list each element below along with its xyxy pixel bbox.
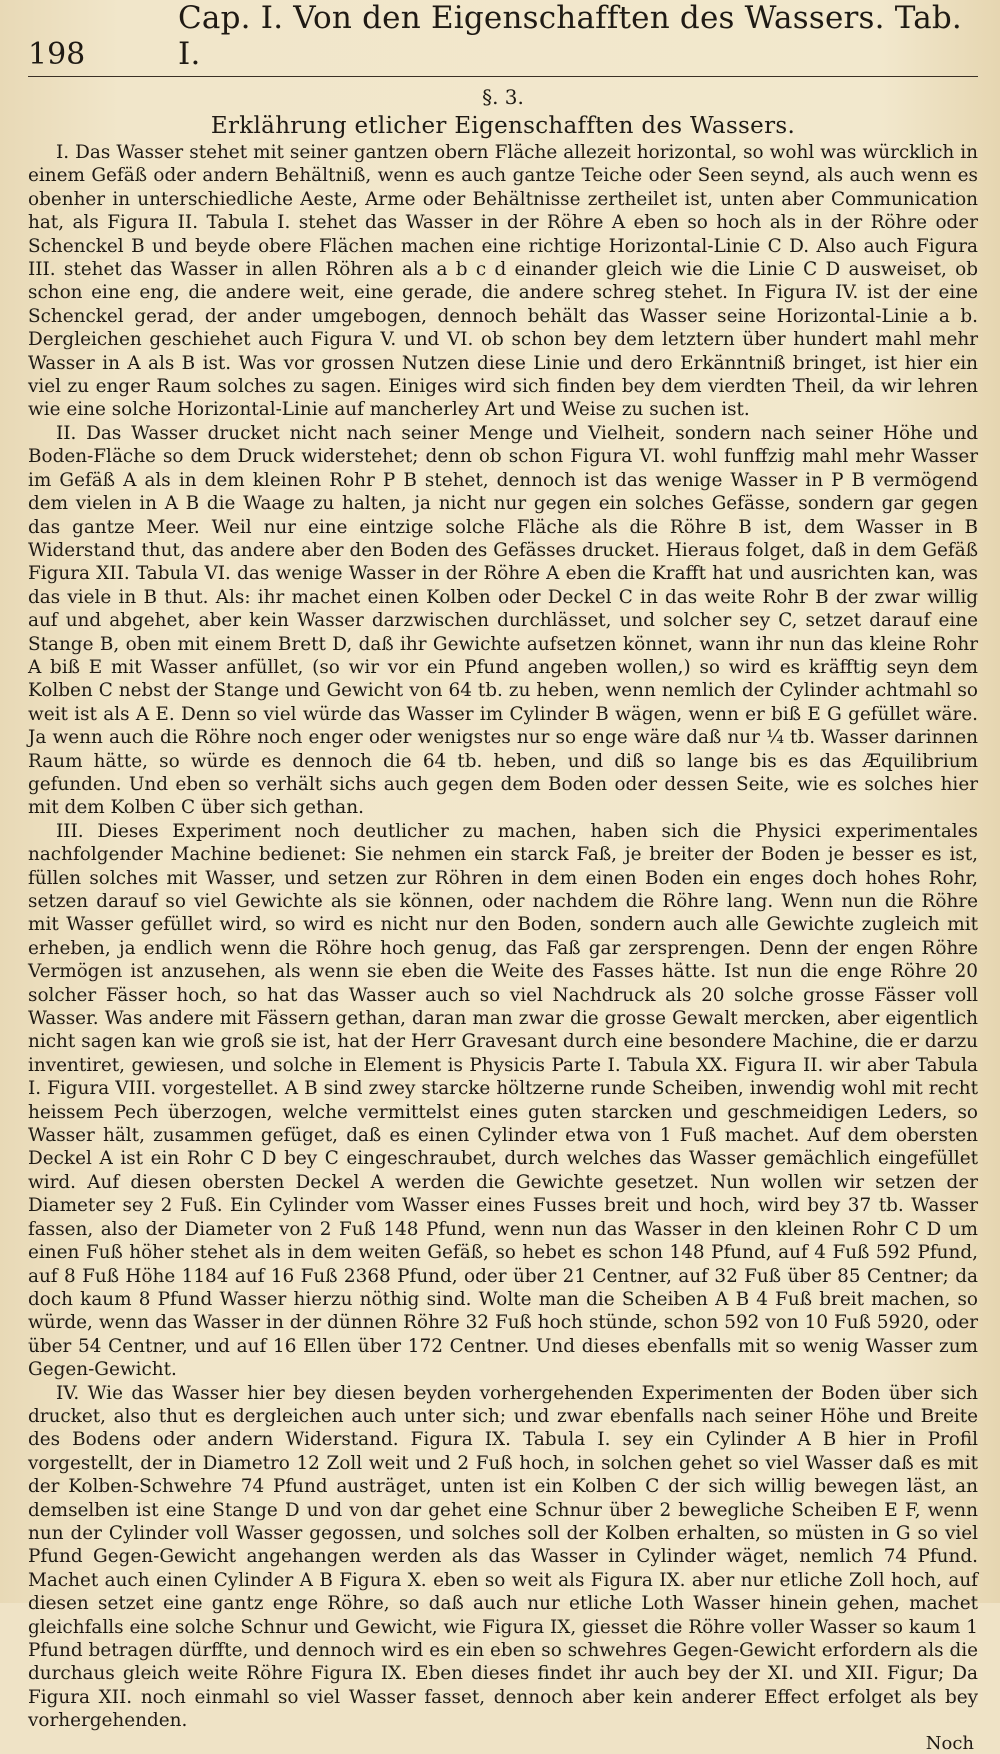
- page-number: 198: [28, 37, 86, 72]
- body-text: [28, 141, 978, 1733]
- paragraph-2: II. Das Wasser drucket nicht nach seiner Menge und Vielheit, sondern nach seiner Höhe und Boden-Fläche so dem Druck widerstehet; denn ob schon Figura VI. wohl funffzig mahl mehr Wasser im Gefäß A als in dem kleinen Rohr P B stehet, dennoch ist das wenige Wasser in P B vermögend dem vielen in A B die Waage zu halten, ja nicht nur gegen ein solches Gefässe, sondern gar gegen das gantze Meer. Weil nur eine eintzige solche Fläche als die Röhre B ist, dem Wasser in B Widerstand thut, das andere aber den Boden des Gefässes drucket. Hieraus folget, daß in dem Gefäß Figura XII. Tabula VI. das wenige Wasser in der Röhre A eben die Krafft hat und ausrichten kan, was das viele in B thut. Als: ihr machet einen Kolben oder Deckel C in das weite Rohr B der zwar willig auf und abgehet, aber kein Wasser darzwischen durchlässet, und solcher sey C, setzet darauf eine Stange B, oben mit einem Brett D, daß ihr Gewichte aufsetzen könnet, wann ihr nun das kleine Rohr A biß E mit Wasser anfüllet, (so wir vor ein Pfund angeben wollen,) so wird es kräfftig seyn dem Kolben C nebst der Stange und Gewicht von 64 tb. zu heben, wenn nemlich der Cylinder achtmahl so weit ist als A E. Denn so viel würde das Wasser im Cylinder B wägen, wenn er biß E G gefüllet wäre. Ja wenn auch die Röhre noch enger oder wenigstes nur so enge wäre daß nur ¼ tb. Wasser darinnen Raum hätte, so würde es dennoch die 64 tb. heben, und diß so lange bis es das Æquilibrium gefunden. Und eben so verhält sichs auch gegen dem Boden oder dessen Seite, wie es solches hier mit dem Kolben C über sich gethan.: [28, 422, 978, 819]
- paragraph-1: I. Das Wasser stehet mit seiner gantzen obern Fläche allezeit horizontal, so wohl was würcklich in einem Gefäß oder andern Behältniß, wenn es auch gantze Teiche oder Seen seynd, als auch wenn es obenher in unterschiedliche Aeste, Arme oder Behältnisse zertheilet ist, unten aber Communication hat, als Figura II. Tabula I. stehet das Wasser in der Röhre A eben so hoch als in der Röhre oder Schenckel B und beyde obere Flächen machen eine richtige Horizontal-Linie C D. Also auch Figura III. stehet das Wasser in allen Röhren als a b c d einander gleich wie die Linie C D ausweiset, ob schon eine eng, die andere weit, eine gerade, die andere schreg stehet. In Figura IV. ist der eine Schenckel gerad, der ander umgebogen, dennoch behält das Wasser seine Horizontal-Linie a b. Dergleichen geschiehet auch Figura V. und VI. ob schon bey dem letztern über hundert mahl mehr Wasser in A als B ist. Was vor grossen Nutzen diese Linie und dero Erkänntniß bringet, ist hier ein viel zu enger Raum solches zu sagen. Einiges wird sich finden bey dem vierdten Theil, da wir lehren wie eine solche Horizontal-Linie auf mancherley Art und Weise zu suchen ist.: [28, 142, 978, 421]
- page-header: [28, 0, 978, 77]
- running-title: Cap. I. Von den Eigenschafften des Wassers. Tab. I.: [178, 0, 962, 72]
- section-mark: §. 3.: [482, 85, 524, 109]
- section-heading: Erklährung etlicher Eigenschafften des Wassers.: [210, 113, 796, 139]
- paragraph-4: IV. Wie das Wasser hier bey diesen beyden vorhergehenden Experimenten der Boden über sich drucket, also thut es dergleichen auch unter sich; und zwar ebenfalls nach seiner Höhe und Breite des Bodens oder andern Widerstand. Figura IX. Tabula I. sey ein Cylinder A B hier in Profil vorgestellt, der in Diametro 12 Zoll weit und 2 Fuß hoch, in solchen gehet so viel Wasser daß es mit der Kolben-Schwehre 74 Pfund austräget, unten ist ein Kolben C der sich willig bewegen läst, an demselben ist eine Stange D und von dar gehet eine Schnur über 2 bewegliche Scheiben E F, wenn nun der Cylinder voll Wasser gegossen, und solches soll der Kolben erhalten, so müsten in G so viel Pfund Gegen-Gewicht angehangen werden als das Wasser in Cylinder wäget, nemlich 74 Pfund. Machet auch einen Cylinder A B Figura X. eben so weit als Figura IX. aber nur etliche Zoll hoch, auf diesen setzet eine gantz enge Röhre, so daß auch nur etliche Loth Wasser hinein gehen, machet gleichfalls eine solche Schnur und Gewicht, wie Figura IX, giesset die Röhre voller Wasser so kaum 1 Pfund betragen dürffte, und dennoch wird es ein eben so schwehres Gegen-Gewicht erfordern als die durchaus gleich weite Röhre Figura IX. Eben dieses findet ihr auch bey der XI. und XII. Figur; Da Figura XII. noch einmahl so viel Wasser fasset, dennoch aber kein anderer Effect erfolget als bey vorhergehenden.: [28, 1382, 978, 1732]
- catchword: Noch: [925, 1732, 974, 1754]
- paragraph-3: III. Dieses Experiment noch deutlicher zu machen, haben sich die Physici experimentales nachfolgender Machine bedienet: Sie nehmen ein starck Faß, je breiter der Boden je besser es ist, füllen solches mit Wasser, und setzen zur Röhren in dem einen Boden ein enges doch hohes Rohr, setzen darauf so viel Gewichte als sie können, oder nachdem die Röhre lang. Wenn nun die Röhre mit Wasser gefüllet wird, so wird es nicht nur den Boden, sondern auch alle Gewichte zugleich mit erheben, ja endlich wenn die Röhre hoch genug, das Faß gar zersprengen. Denn der engen Röhre Vermögen ist anzusehen, als wenn sie eben die Weite des Fasses hätte. Ist nun die enge Röhre 20 solcher Fässer hoch, so hat das Wasser auch so viel Nachdruck als 20 solche grosse Fässer voll Wasser. Was andere mit Fässern gethan, daran man zwar die grosse Gewalt mercken, aber eigentlich nicht sagen kan wie groß sie ist, hat der Herr Gravesant durch eine besondere Machine, die er darzu inventiret, gewiesen, und solche in Element is Physicis Parte I. Tabula XX. Figura II. wir aber Tabula I. Figura VIII. vorgestellet. A B sind zwey starcke höltzerne runde Scheiben, inwendig wohl mit recht heissem Pech überzogen, welche vermittelst eines guten starcken und geschmeidigen Leders, so Wasser hält, zusammen gefüget, daß es einen Cylinder etwa von 1 Fuß machet. Auf dem obersten Deckel A ist ein Rohr C D bey C eingeschraubet, durch welches das Wasser gemächlich eingefüllet wird. Auf diesen obersten Deckel A werden die Gewichte gesetzet. Nun wollen wir setzen der Diameter sey 2 Fuß. Ein Cylinder vom Wasser eines Fusses breit und hoch, wird bey 37 tb. Wasser fassen, also der Diameter von 2 Fuß 148 Pfund, wenn nun das Wasser in den kleinen Rohr C D um einen Fuß höher stehet als in dem weiten Gefäß, so hebet es schon 148 Pfund, auf 4 Fuß 592 Pfund, auf 8 Fuß Höhe 1184 auf 16 Fuß 2368 Pfund, oder über 21 Centner, auf 32 Fuß über 85 Centner; da doch kaum 8 Pfund Wasser hierzu nöthig sind. Wolte man die Scheiben A B 4 Fuß breit machen, so würde, wenn das Wasser in der dünnen Röhre 32 Fuß hoch stünde, schon 592 von 10 Fuß 5920, oder über 54 Centner, und auf 16 Ellen über 172 Centner. Und dieses ebenfalls mit so wenig Wasser zum Gegen-Gewicht.: [28, 820, 978, 1381]
